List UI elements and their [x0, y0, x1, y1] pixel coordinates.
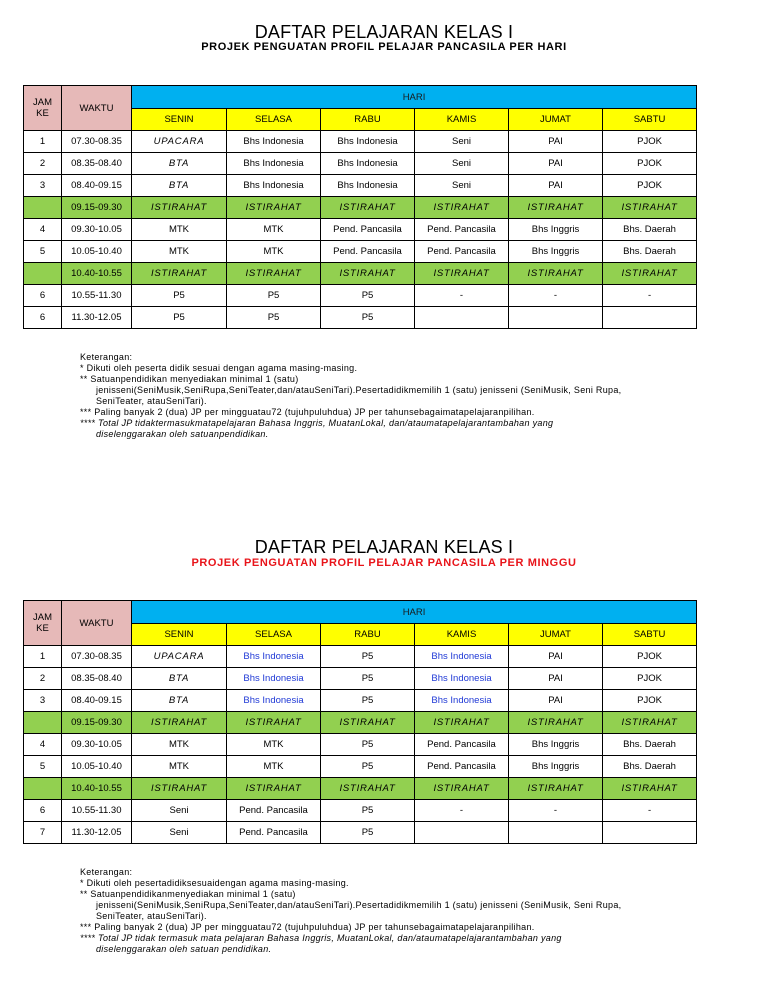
waktu-cell: 10.40-10.55 [62, 778, 132, 800]
table-row [24, 734, 697, 756]
day-header: KAMIS [415, 624, 509, 646]
subject-cell: MTK [132, 734, 227, 756]
subject-cell: - [509, 800, 603, 822]
break-row [24, 263, 697, 285]
subject-cell: P5 [227, 285, 321, 307]
subject-cell: Bhs Indonesia [321, 153, 415, 175]
note-line: *** Paling banyak 2 (dua) JP per mingguatau72 (tujuhpuluhdua) JP per tahunsebagaimatapelajaranpilihan. [80, 407, 535, 417]
subject-cell: Seni [415, 175, 509, 197]
subject-cell [415, 822, 509, 844]
note-line: Keterangan: [80, 867, 133, 877]
table-row [24, 822, 697, 844]
subject-cell: Bhs Indonesia [227, 690, 321, 712]
subject-cell: MTK [132, 241, 227, 263]
waktu-cell: 10.55-11.30 [62, 285, 132, 307]
subject-cell: Bhs Indonesia [415, 646, 509, 668]
waktu-cell: 09.15-09.30 [62, 712, 132, 734]
note-line: **** Total JP tidak termasuk mata pelajaran Bahasa Inggris, MuatanLokal, dan/ataumatapelajarantambahan yang [80, 933, 562, 943]
subject-cell: P5 [132, 307, 227, 329]
subject-cell: P5 [321, 285, 415, 307]
subject-cell: - [415, 800, 509, 822]
waktu-cell: 08.40-09.15 [62, 175, 132, 197]
day-header: RABU [321, 109, 415, 131]
subject-cell: BTA [132, 668, 227, 690]
subject-cell: PJOK [603, 690, 697, 712]
subject-cell: P5 [132, 285, 227, 307]
subject-cell: ISTIRAHAT [509, 197, 603, 219]
subject-cell: Bhs Inggris [509, 734, 603, 756]
subject-cell: UPACARA [132, 131, 227, 153]
subject-cell: Pend. Pancasila [321, 241, 415, 263]
jam-cell: 3 [24, 175, 62, 197]
subject-cell: ISTIRAHAT [227, 778, 321, 800]
jam-cell: 1 [24, 131, 62, 153]
day-header: SELASA [227, 109, 321, 131]
note-line: jenisseni(SeniMusik,SeniRupa,SeniTeater,dan/atauSeniTari).Pesertadidikmemilih 1 (satu) jenisseni (SeniMusik, Seni Rupa, [96, 900, 622, 910]
waktu-cell: 09.15-09.30 [62, 197, 132, 219]
jam-label: JAM [33, 612, 52, 623]
note-line: * Dikuti oleh pesertadidiksesuaidengan agama masing-masing. [80, 878, 349, 888]
waktu-cell: 09.30-10.05 [62, 734, 132, 756]
subject-cell: Pend. Pancasila [321, 219, 415, 241]
subject-cell: ISTIRAHAT [415, 712, 509, 734]
subject-cell: Pend. Pancasila [227, 800, 321, 822]
subject-cell: ISTIRAHAT [603, 197, 697, 219]
jam-cell: 2 [24, 153, 62, 175]
subject-cell: Pend. Pancasila [415, 241, 509, 263]
subject-cell: Bhs Indonesia [227, 131, 321, 153]
schedule-table-daily [23, 85, 697, 329]
subject-cell: Seni [415, 131, 509, 153]
break-row [24, 197, 697, 219]
note-line: ** Satuanpendidikanmenyediakan minimal 1 (satu) [80, 889, 296, 899]
subject-cell: ISTIRAHAT [132, 712, 227, 734]
subject-cell: Bhs Inggris [509, 219, 603, 241]
day-header: SENIN [132, 624, 227, 646]
subject-cell: Bhs Indonesia [415, 690, 509, 712]
break-row [24, 712, 697, 734]
subject-cell [603, 307, 697, 329]
subject-cell: ISTIRAHAT [509, 712, 603, 734]
subject-cell: ISTIRAHAT [415, 778, 509, 800]
subject-cell: PJOK [603, 646, 697, 668]
notes-daily [80, 352, 760, 440]
subject-cell: BTA [132, 153, 227, 175]
subject-cell: PAI [509, 153, 603, 175]
subject-cell: PJOK [603, 175, 697, 197]
table-row [24, 219, 697, 241]
subject-cell: ISTIRAHAT [415, 197, 509, 219]
day-header: KAMIS [415, 109, 509, 131]
note-line: **** Total JP tidaktermasukmatapelajaran Bahasa Inggris, MuatanLokal, dan/ataumatapelajarantambahan yang [80, 418, 554, 428]
subject-cell: ISTIRAHAT [132, 263, 227, 285]
subject-cell: ISTIRAHAT [509, 778, 603, 800]
jam-cell: 6 [24, 307, 62, 329]
subject-cell: Bhs. Daerah [603, 756, 697, 778]
jam-cell [24, 778, 62, 800]
jam-cell: 3 [24, 690, 62, 712]
subject-cell: ISTIRAHAT [132, 778, 227, 800]
jam-label: JAM [33, 97, 52, 108]
table-row [24, 153, 697, 175]
subject-cell: Bhs. Daerah [603, 734, 697, 756]
subject-cell: PAI [509, 690, 603, 712]
subject-cell: ISTIRAHAT [321, 263, 415, 285]
subject-cell: Seni [132, 800, 227, 822]
subject-cell: P5 [321, 822, 415, 844]
hari-header: HARI [132, 601, 697, 624]
subject-cell: Pend. Pancasila [415, 756, 509, 778]
subject-cell: Pend. Pancasila [227, 822, 321, 844]
subject-cell: ISTIRAHAT [415, 263, 509, 285]
day-header: SABTU [603, 624, 697, 646]
jam-cell: 7 [24, 822, 62, 844]
header-row [24, 86, 697, 109]
subject-cell: ISTIRAHAT [132, 197, 227, 219]
subject-cell: PJOK [603, 668, 697, 690]
subject-cell: ISTIRAHAT [227, 197, 321, 219]
day-header: JUMAT [509, 624, 603, 646]
subject-cell: ISTIRAHAT [227, 712, 321, 734]
jam-ke-header [24, 86, 62, 131]
subject-cell: Bhs Indonesia [415, 668, 509, 690]
subject-cell: P5 [321, 307, 415, 329]
subject-cell: ISTIRAHAT [321, 778, 415, 800]
jam-cell: 4 [24, 734, 62, 756]
subject-cell: Bhs Inggris [509, 241, 603, 263]
jam-cell: 5 [24, 241, 62, 263]
subject-cell: ISTIRAHAT [321, 197, 415, 219]
waktu-cell: 10.05-10.40 [62, 241, 132, 263]
subject-cell: Bhs Indonesia [227, 668, 321, 690]
subject-cell: MTK [227, 241, 321, 263]
subject-cell [603, 822, 697, 844]
waktu-cell: 10.55-11.30 [62, 800, 132, 822]
waktu-cell: 08.35-08.40 [62, 153, 132, 175]
note-line: SeniTeater, atauSeniTari). [96, 396, 207, 406]
subject-cell: - [509, 285, 603, 307]
waktu-cell: 10.05-10.40 [62, 756, 132, 778]
subject-cell: ISTIRAHAT [321, 712, 415, 734]
subject-cell: P5 [321, 690, 415, 712]
subject-cell: UPACARA [132, 646, 227, 668]
subject-cell: PAI [509, 175, 603, 197]
hari-header: HARI [132, 86, 697, 109]
jam-cell: 6 [24, 285, 62, 307]
subject-cell: MTK [132, 219, 227, 241]
break-row [24, 778, 697, 800]
table-row [24, 756, 697, 778]
subject-cell: Bhs Indonesia [227, 153, 321, 175]
waktu-cell: 07.30-08.35 [62, 646, 132, 668]
table-row [24, 690, 697, 712]
jam-ke-header [24, 601, 62, 646]
schedule-table-weekly [23, 600, 697, 844]
page-title: DAFTAR PELAJARAN KELAS I [254, 22, 514, 42]
subject-cell: P5 [321, 734, 415, 756]
subject-cell: P5 [321, 668, 415, 690]
ke-label: KE [36, 108, 49, 119]
subject-cell: MTK [227, 734, 321, 756]
subject-cell: Bhs Inggris [509, 756, 603, 778]
subject-cell: MTK [227, 219, 321, 241]
jam-cell: 1 [24, 646, 62, 668]
subject-cell: Bhs Indonesia [227, 175, 321, 197]
subject-cell [415, 307, 509, 329]
table-row [24, 668, 697, 690]
note-line: * Dikuti oleh peserta didik sesuai dengan agama masing-masing. [80, 363, 358, 373]
page-title-weekly: DAFTAR PELAJARAN KELAS I [254, 537, 514, 557]
subject-cell: PAI [509, 668, 603, 690]
note-line: diselenggarakan oleh satuan pendidikan. [96, 944, 272, 954]
jam-cell: 2 [24, 668, 62, 690]
subject-cell: ISTIRAHAT [227, 263, 321, 285]
table-row [24, 241, 697, 263]
subject-cell: Seni [415, 153, 509, 175]
subject-cell: BTA [132, 690, 227, 712]
note-line: jenisseni(SeniMusik,SeniRupa,SeniTeater,dan/atauSeniTari).Pesertadidikmemilih 1 (satu) jenisseni (SeniMusik, Seni Rupa, [96, 385, 622, 395]
subject-cell: ISTIRAHAT [603, 712, 697, 734]
table-row [24, 800, 697, 822]
table-row [24, 307, 697, 329]
subject-cell: MTK [227, 756, 321, 778]
subject-cell: PAI [509, 646, 603, 668]
subject-cell: Seni [132, 822, 227, 844]
subject-cell: - [603, 285, 697, 307]
note-line: *** Paling banyak 2 (dua) JP per mingguatau72 (tujuhpuluhdua) JP per tahunsebagaimatapelajaranpilihan. [80, 922, 535, 932]
subject-cell: ISTIRAHAT [603, 778, 697, 800]
page-subtitle: PROJEK PENGUATAN PROFIL PELAJAR PANCASILA PER HARI [201, 41, 567, 53]
subject-cell: P5 [321, 756, 415, 778]
jam-cell: 6 [24, 800, 62, 822]
header-row [24, 601, 697, 624]
subject-cell: P5 [227, 307, 321, 329]
waktu-header: WAKTU [62, 601, 132, 646]
table-row [24, 285, 697, 307]
subject-cell: - [603, 800, 697, 822]
notes-weekly [80, 867, 760, 955]
jam-cell [24, 197, 62, 219]
subject-cell: PJOK [603, 131, 697, 153]
table-row [24, 131, 697, 153]
day-header: JUMAT [509, 109, 603, 131]
day-header: SABTU [603, 109, 697, 131]
subject-cell: MTK [132, 756, 227, 778]
note-line: diselenggarakan oleh satuanpendidikan. [96, 429, 269, 439]
waktu-cell: 11.30-12.05 [62, 822, 132, 844]
subject-cell: Pend. Pancasila [415, 219, 509, 241]
page-subtitle-weekly: PROJEK PENGUATAN PROFIL PELAJAR PANCASILA PER MINGGU [191, 557, 577, 569]
waktu-header: WAKTU [62, 86, 132, 131]
note-line: Keterangan: [80, 352, 133, 362]
day-header: RABU [321, 624, 415, 646]
day-header: SENIN [132, 109, 227, 131]
subject-cell [509, 822, 603, 844]
note-line: ** Satuanpendidikan menyediakan minimal 1 (satu) [80, 374, 299, 384]
subject-cell: Bhs Indonesia [227, 646, 321, 668]
waktu-cell: 08.35-08.40 [62, 668, 132, 690]
subject-cell: PJOK [603, 153, 697, 175]
waktu-cell: 10.40-10.55 [62, 263, 132, 285]
jam-cell [24, 263, 62, 285]
waktu-cell: 11.30-12.05 [62, 307, 132, 329]
subject-cell: P5 [321, 800, 415, 822]
subject-cell: - [415, 285, 509, 307]
note-line: SeniTeater, atauSeniTari). [96, 911, 207, 921]
subject-cell: Pend. Pancasila [415, 734, 509, 756]
subject-cell [509, 307, 603, 329]
subject-cell: Bhs Indonesia [321, 131, 415, 153]
subject-cell: PAI [509, 131, 603, 153]
table-row [24, 646, 697, 668]
subject-cell: ISTIRAHAT [509, 263, 603, 285]
waktu-cell: 08.40-09.15 [62, 690, 132, 712]
table-row [24, 175, 697, 197]
subject-cell: BTA [132, 175, 227, 197]
subject-cell: ISTIRAHAT [603, 263, 697, 285]
day-header: SELASA [227, 624, 321, 646]
waktu-cell: 09.30-10.05 [62, 219, 132, 241]
subject-cell: Bhs Indonesia [321, 175, 415, 197]
subject-cell: Bhs. Daerah [603, 219, 697, 241]
ke-label: KE [36, 623, 49, 634]
waktu-cell: 07.30-08.35 [62, 131, 132, 153]
subject-cell: P5 [321, 646, 415, 668]
jam-cell [24, 712, 62, 734]
subject-cell: Bhs. Daerah [603, 241, 697, 263]
jam-cell: 5 [24, 756, 62, 778]
jam-cell: 4 [24, 219, 62, 241]
